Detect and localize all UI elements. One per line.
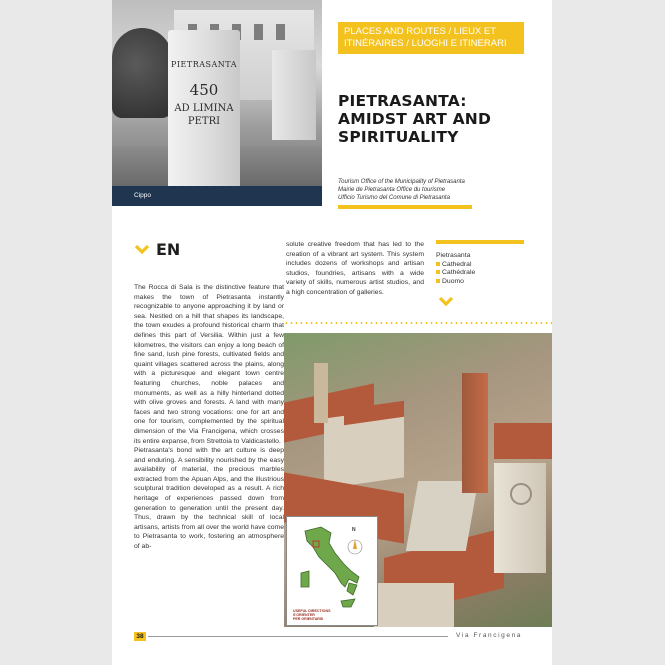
second-stone-shape [272,50,316,140]
body-column-1 [134,283,284,552]
tree-shape [112,28,172,118]
title-line-1: PIETRASANTA: [338,92,467,110]
chevron-down-icon [438,296,454,307]
sidebar-title: Pietrasanta [436,252,471,259]
title-line-2: AMIDST ART AND [338,110,492,128]
bell-tower-shape [462,373,488,493]
milestone-stone [168,30,240,186]
credits-divider [338,205,472,209]
stone-line-1: PIETRASANTA [171,60,237,69]
stone-line-3: AD LIMINA [174,103,234,114]
map-caption-line: USEFUL DIRECTIONS [293,609,331,613]
section-tagline: PLACES AND ROUTES / LIEUX ET ITINÉRAIRES / LUOGHI E ITINERARI [338,22,524,54]
credit-line-it: Ufficio Turismo del Comune di Pietrasanta [338,195,450,201]
stone-line-2: 450 [189,81,219,99]
credit-line-fr: Mairie de Pietrasanta Office du tourisme [338,187,446,193]
body-paragraph-1: The Rocca di Sala is the distinctive feature that makes the town of Pietrasanta instantly recognizable to anyone approaching it by land or sea. Nestled on a hill that shapes its landscape, the town exudes a profound historical charm that defines this part of Versilia. Within just a few kilometres, the visitors can enjoy a long beach of fine sand, lush pine forests, cultivated fields and quaint villages scattered across the plains, along with a picturesque and elegant town centre featuring churches, noble palaces and monuments, as well as a hilly hinterland dotted with olive groves and forests. A land with many faces and two strong vocations: one for art and one for tourism, complemented by the spiritual dimension of the Via Francigena, which crosses its entire expanse, from Strettoia to Valdicastello. [134,284,284,445]
article-credits [338,178,538,202]
sidebar-divider [436,240,524,244]
language-label: EN [156,240,181,259]
rose-window-shape [510,483,532,505]
belfry-shape [314,363,328,423]
body-column-2 [286,240,424,298]
page-number: 38 [134,632,146,641]
credit-line-en: Tourism Office of the Municipality of Pietrasanta [338,179,465,185]
roof-shape [494,423,552,459]
north-label: N [352,527,356,533]
stone-line-4: PETRI [187,116,221,127]
title-line-3: SPIRITUALITY [338,128,459,146]
bullet-square-icon [436,262,440,266]
sidebar-photo-legend [436,252,526,286]
milestone-photo [112,0,322,186]
cathedral-facade-shape [494,463,546,573]
sidebar-item-label: Cathédrale [442,269,476,277]
body-paragraph-3: solute creative freedom that has led to the creation of a vibrant art system. This system includes dozens of workshops and artisan studios, foundries, artisans with a wide variety of skills, numerous artist studios, and a high concentration of galleries. [286,241,424,296]
sidebar-item-label: Cathedral [442,260,472,268]
italy-map-inset [286,516,378,626]
footer-divider [148,636,448,637]
footer-brand: Via Francigena [456,632,523,639]
building-shape [374,583,454,627]
sidebar-item-label: Duomo [442,277,464,285]
bullet-square-icon [436,270,440,274]
photo-caption: Cippo [112,186,322,206]
body-paragraph-2: Pietrasanta's bond with the art culture is deep and enduring. A sensibility nourished by the easy availability of material, the precious marbles extracted from the Apuan Alps, and the illustrious sculptural tradition developed as a result. A rich heritage of experiences passed down from generation to generation until the present day. Thus, drawn by the technical skill of local artisans, artists from all over the world have come to Pietrasanta to work, fostering an atmosphere of ab- [134,447,284,551]
map-caption-line: PER ORIENTARSI [293,617,324,622]
chevron-down-icon [134,244,150,255]
map-caption-line: S'ORIENTER [293,613,315,618]
sidebar-item-cathedrale [436,269,526,278]
language-heading [134,240,180,259]
dotted-divider [284,322,552,324]
bullet-square-icon [436,279,440,283]
sidebar-item-cathedral [436,261,526,270]
map-caption [293,609,341,622]
sidebar-item-duomo [436,278,526,287]
magazine-page [112,0,552,665]
article-title [338,92,538,146]
